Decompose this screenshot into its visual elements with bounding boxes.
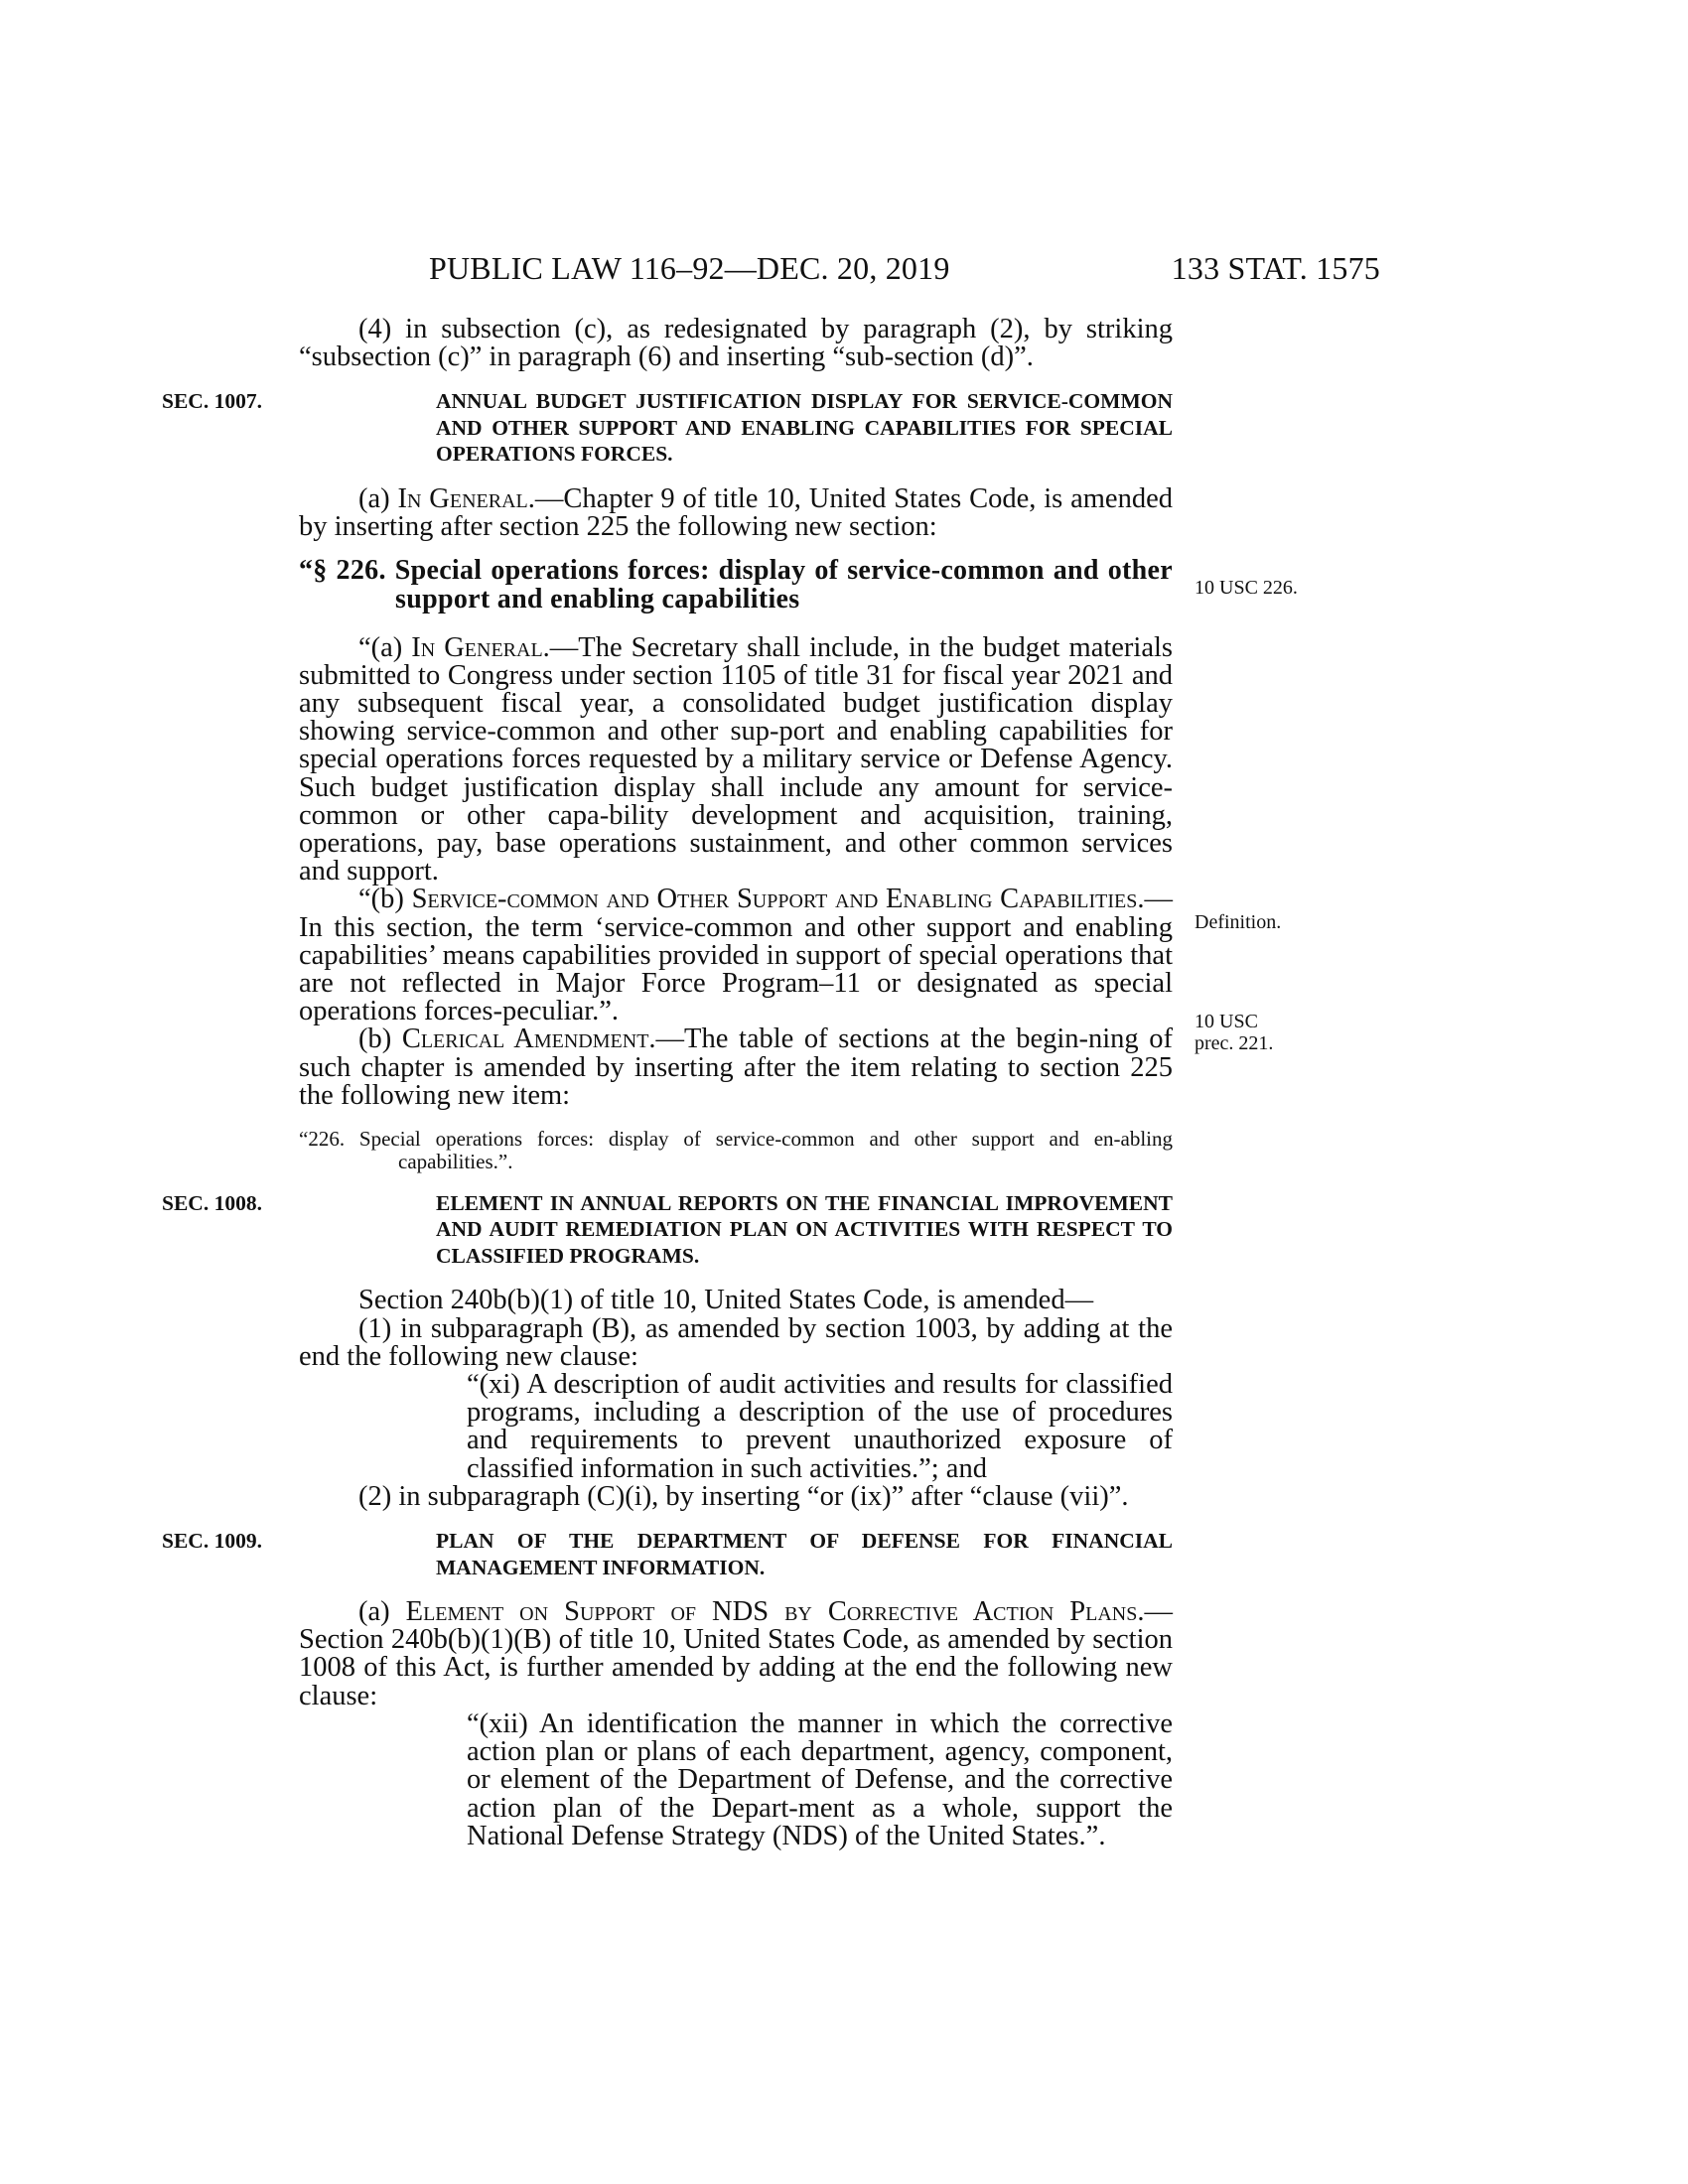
subsection-text: —The Secretary shall include, in the budget materials submitted to Congress under section 1105 of title 31 for fiscal year 2021 and any subsequent fiscal year, a consolidated budget justification display showing service-common and other sup-port and enabling capabilities for special operations forces requested by a military service or Defense Agency. Such budget justification display shall include any amount for service-common or other capa-bility development and acquisition, training, operations, pay, base operations sustainment, and other common services and support. (299, 631, 1173, 887)
subsection-text: —Chapter 9 of title 10, United States Code, is amended by inserting after section 225 the following new section: (299, 482, 1173, 543)
section-number: SEC. 1007. (162, 389, 262, 414)
subsection-label: (b) (358, 1024, 402, 1055)
subsection-text: —The table of sections at the begin-ning of such chapter is amended by inserting after the item relating to section 225 the following new item: (299, 1024, 1174, 1111)
subsection-heading: Element on Support of NDS by Corrective Action Plans. (405, 1596, 1145, 1628)
margin-note-10-usc-226: 10 USC 226. (1195, 577, 1298, 599)
s1008-paragraph-2: (2) in subparagraph (C)(i), by inserting “or (ix)” after “clause (vii)”. (358, 1480, 1129, 1512)
s1009-clause-xii: “(xii) An identification the manner in which the corrective action plan or plans of each department, agency, component, or element of the Department of Defense, and the corrective action plan of the Depart-ment as a whole, support the National Defense Strategy (NDS) of the United States.”. (467, 1707, 1173, 1851)
subsection-heading: In General. (411, 631, 550, 663)
section-title: PLAN OF THE DEPARTMENT OF DEFENSE FOR FINANCIAL MANAGEMENT INFORMATION. (436, 1529, 1173, 1579)
subsection-label: (a) (358, 1596, 406, 1628)
s226-subsection-b (299, 886, 1173, 1025)
subsection-b (299, 1025, 1173, 1110)
section-title: ANNUAL BUDGET JUSTIFICATION DISPLAY FOR SERVICE-COMMON AND OTHER SUPPORT AND ENABLING CAPABILITIES FOR SPECIAL OPERATIONS FORCES. (436, 389, 1173, 467)
table-of-sections-item: “226. Special operations forces: display of service-common and other support and en-abling capabilities.”. (299, 1126, 1173, 1173)
subsection-text: —Section 240b(b)(1)(B) of title 10, United States Code, as amended by section 1008 of this Act, is further amended by adding at the end the following new clause: (299, 1596, 1173, 1711)
section-title: ELEMENT IN ANNUAL REPORTS ON THE FINANCIAL IMPROVEMENT AND AUDIT REMEDIATION PLAN ON ACTIVITIES WITH RESPECT TO CLASSIFIED PROGRAMS. (436, 1190, 1173, 1268)
s1008-intro: Section 240b(b)(1) of title 10, United States Code, is amended— (358, 1285, 1094, 1316)
s226-subsection-a (299, 631, 1173, 887)
subsection-heading: Service-common and Other Support and Enabling Capabilities. (411, 884, 1145, 915)
page-header (298, 250, 1380, 294)
subsection-text: —In this section, the term ‘service-common and other support and enabling capabilities’ means capabilities provided in support of special operations that are not reflected in Major Force Program–11 or designated as special operations forces-peculiar.”. (299, 884, 1173, 1027)
section-number: SEC. 1009. (162, 1529, 262, 1554)
document-body (162, 314, 1174, 1851)
s1009-subsection-a (299, 1598, 1173, 1710)
subsection-label: “(b) (358, 884, 412, 915)
margin-note-definition: Definition. (1195, 911, 1282, 933)
subsection-label: (a) (358, 482, 398, 514)
subsection-heading: In General. (397, 482, 535, 514)
paragraph-intro: (4) in subsection (c), as redesignated by paragraph (2), by striking “subsection (c)” in paragraph (6) and inserting “sub-section (d)”. (299, 314, 1173, 373)
s1008-clause-xi: “(xi) A description of audit activities and results for classified programs, including a description of the use of procedures and requirements to prevent unauthorized exposure of classified information in such activities.”; and (467, 1369, 1173, 1484)
section-1008-heading (162, 1190, 1173, 1270)
subsection-a (299, 482, 1173, 543)
subsection-label: “(a) (358, 631, 412, 663)
section-226-title: “§ 226. Special operations forces: display of service-common and other support and enabling capabilities (299, 555, 1173, 614)
margin-note-10-usc: 10 USC (1195, 1011, 1258, 1032)
law-citation: PUBLIC LAW 116–92—DEC. 20, 2019 (429, 250, 950, 286)
section-number: SEC. 1008. (162, 1190, 262, 1215)
section-1007-heading (162, 388, 1173, 468)
subsection-heading: Clerical Amendment. (401, 1024, 656, 1055)
stat-citation: 133 STAT. 1575 (1171, 250, 1380, 286)
section-1009-heading (162, 1528, 1173, 1580)
margin-note-prec-221: prec. 221. (1195, 1032, 1274, 1054)
s1008-paragraph-1: (1) in subparagraph (B), as amended by section 1003, by adding at the end the following new clause: (299, 1312, 1173, 1372)
